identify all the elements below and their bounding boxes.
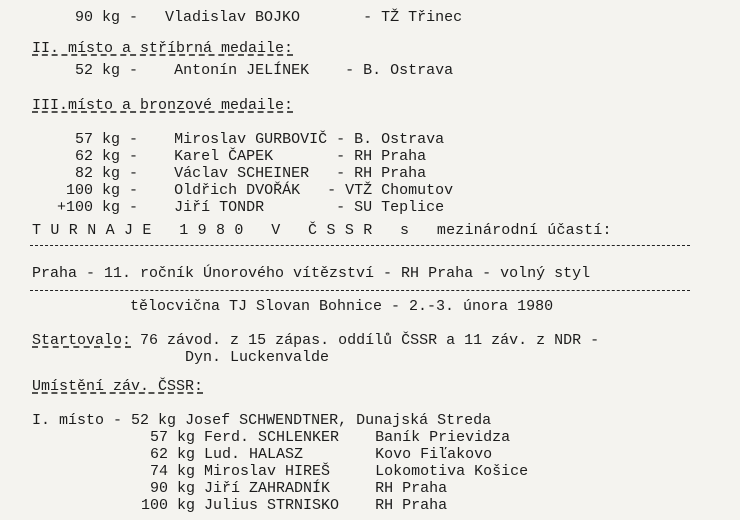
tournaments-heading: T U R N A J E 1 9 8 0 V Č S S R s mezinárodní účastí: bbox=[32, 222, 612, 239]
result-row: 62 kg - Karel ČAPEK - RH Praha bbox=[75, 148, 427, 165]
result-row: +100 kg - Jiří TONDR - SU Teplice bbox=[57, 199, 445, 216]
placements-heading: Umístění záv. ČSSR: bbox=[32, 378, 204, 395]
result-row: 100 kg - Oldřich DVOŘÁK - VTŽ Chomutov bbox=[66, 182, 454, 199]
event-venue: tělocvična TJ Slovan Bohnice - 2.-3. února 1980 bbox=[130, 298, 554, 315]
started-line bbox=[32, 332, 599, 349]
started-text: 76 závod. z 15 zápas. oddílů ČSSR a 11 záv. z NDR - bbox=[140, 332, 600, 349]
result-row: 52 kg - Antonín JELÍNEK - B. Ostrava bbox=[75, 62, 454, 79]
first-place-row: 90 kg Jiří ZAHRADNÍK RH Praha bbox=[150, 480, 448, 497]
first-place-row: 62 kg Lud. HALASZ Kovo Fiľakovo bbox=[150, 446, 493, 463]
result-row: 82 kg - Václav SCHEINER - RH Praha bbox=[75, 165, 427, 182]
first-place-row: 57 kg Ferd. SCHLENKER Baník Prievidza bbox=[150, 429, 511, 446]
top-result-row bbox=[75, 0, 489, 5]
first-place-row: 100 kg Julius STRNISKO RH Praha bbox=[141, 497, 448, 514]
third-place-heading: III.místo a bronzové medaile: bbox=[32, 97, 294, 114]
divider bbox=[30, 245, 690, 246]
started-label: Startovalo: bbox=[32, 332, 132, 349]
started-line-2: Dyn. Luckenvalde bbox=[185, 349, 330, 366]
top-result-row: 90 kg - Vladislav BOJKO - TŽ Třinec bbox=[75, 9, 463, 26]
first-place-row: I. místo - 52 kg Josef SCHWENDTNER, Dunajská Streda bbox=[32, 412, 492, 429]
first-place-row: 74 kg Miroslav HIREŠ Lokomotiva Košice bbox=[150, 463, 529, 480]
event-title: Praha - 11. ročník Únorového vítězství - RH Praha - volný styl bbox=[32, 265, 591, 282]
result-row: 57 kg - Miroslav GURBOVIČ - B. Ostrava bbox=[75, 131, 445, 148]
second-place-heading: II. místo a stříbrná medaile: bbox=[32, 40, 294, 57]
divider bbox=[30, 290, 690, 291]
